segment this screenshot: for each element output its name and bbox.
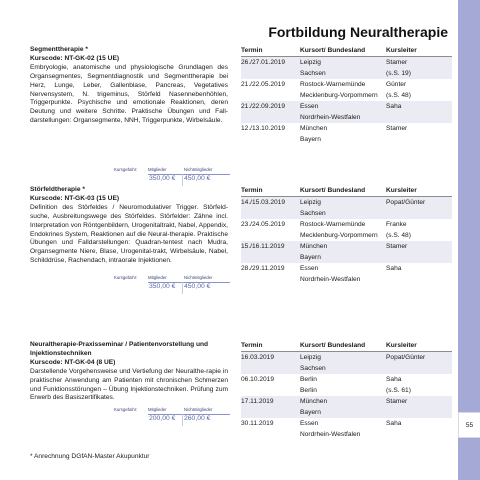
cell-bundesland: Mecklenburg-Vorpommern [300, 232, 378, 239]
table-row [241, 101, 452, 123]
price-label-member: Mitglieder [148, 167, 167, 172]
page-number: 55 [458, 412, 480, 438]
price-nonmember: 450,00 € [184, 175, 211, 182]
cell-termin: 28./29.11.2019 [241, 265, 285, 272]
header-termin: Termin [241, 187, 263, 194]
course-description: Darstellende Vorgehensweise und Vertiefung der Neuralthe-rapie in praktischer Anwendung am Patienten mit chronischen Schmerzen und Funktionsstörungen – Übung Injektionstechniken. Prüfung zum Erwerb des Basiszertifikates. [30, 367, 228, 402]
cell-leiter: Stamer [386, 59, 408, 66]
cell-ort: Essen [300, 265, 319, 272]
course-description: Embryologie, anatomische und physiologische Grundlagen des Organsegmentes, Segmentdiagnostik und Segmenttherapie bei Herz, Lunge, Leber, Gallenblase, Pancreas, Vegetatives Nervensystem, N. trigeminus, Störfeld Nasennebenhöhlen, Triggerpunkte. Psychische und emotionale Reaktionen, deren Deutung und weitere Schritte. Praktische Übungen und Fall-darstellungen: Organsegmente, NNH, Triggerpunkte, Wirbelsäule. [30, 63, 228, 125]
price-label-nonmember: Nichtmitglieder [184, 407, 213, 412]
cell-termin: 21./22.09.2019 [241, 103, 285, 110]
cell-leiter: Franke [386, 221, 407, 228]
table-body [241, 352, 452, 440]
course-info [30, 46, 228, 126]
cell-leiter: Saha [386, 265, 402, 272]
cell-ort: Essen [300, 103, 319, 110]
cell-termin: 06.10.2019 [241, 376, 275, 383]
table-row [241, 374, 452, 396]
cell-bundesland: Bayern [300, 136, 321, 143]
price-label-fee: Kursgebühr: [114, 407, 138, 412]
price-nonmember: 450,00 € [184, 283, 211, 290]
cell-leiter: Stamer [386, 243, 408, 250]
price-label-fee: Kursgebühr: [114, 167, 138, 172]
cell-bundesland: Nordrhein-Westfalen [300, 276, 361, 283]
price-box [114, 275, 232, 297]
cell-ort: Rostock-Warnemünde [300, 221, 366, 228]
cell-leiter: Saha [386, 103, 402, 110]
price-label-nonmember: Nichtmitglieder [184, 167, 213, 172]
table-row [241, 352, 452, 374]
header-kursleiter: Kursleiter [386, 342, 417, 349]
cell-ort: Leipzig [300, 59, 321, 66]
header-kursleiter: Kursleiter [386, 47, 417, 54]
cell-bundesland: Sachsen [300, 70, 326, 77]
cell-bundesland: Nordrhein-Westfalen [300, 431, 361, 438]
footnote: * Anrechnung DGfAN-Master Akupunktur [30, 453, 150, 460]
cell-ort: Leipzig [300, 354, 321, 361]
header-kursleiter: Kursleiter [386, 187, 417, 194]
cell-leiter-ref: (s.S. 48) [386, 232, 411, 239]
cell-leiter-ref: (s.S. 19) [386, 70, 411, 77]
cell-leiter-ref: (s.S. 48) [386, 92, 411, 99]
price-box [114, 407, 232, 429]
table-row [241, 79, 452, 101]
cell-ort: Rostock-Warnemünde [300, 81, 366, 88]
header-kursort: Kursort/ Bundesland [300, 342, 366, 349]
header-kursort: Kursort/ Bundesland [300, 47, 366, 54]
side-tab-bar [458, 0, 480, 480]
cell-leiter: Popat/Günter [386, 354, 426, 361]
cell-leiter: Saha [386, 376, 402, 383]
cell-leiter: Günter [386, 81, 407, 88]
price-column-divider [182, 414, 183, 426]
cell-termin: 15./16.11.2019 [241, 243, 285, 250]
cell-ort: Leipzig [300, 199, 321, 206]
course-code: Kurscode: NT-GK-03 (15 UE) [30, 194, 120, 202]
cell-termin: 21./22.05.2019 [241, 81, 285, 88]
table-row [241, 263, 452, 285]
price-column-divider [182, 282, 183, 294]
table-row [241, 418, 452, 440]
course-info [30, 186, 228, 266]
cell-bundesland: Sachsen [300, 365, 326, 372]
table-body [241, 197, 452, 285]
header-termin: Termin [241, 342, 263, 349]
course-name: Segmenttherapie * [30, 46, 88, 53]
cell-ort: München [300, 125, 328, 132]
price-label-member: Mitglieder [148, 407, 167, 412]
table-header [241, 186, 452, 197]
cell-termin: 16.03.2019 [241, 354, 275, 361]
price-member: 350,00 € [149, 283, 176, 290]
dates-table [241, 341, 452, 440]
cell-bundesland: Bayern [300, 409, 321, 416]
table-body [241, 57, 452, 145]
table-header [241, 46, 452, 57]
dates-table [241, 186, 452, 285]
course-code: Kurscode: NT-GK-02 (15 UE) [30, 54, 120, 62]
cell-ort: München [300, 243, 328, 250]
cell-bundesland: Nordrhein-Westfalen [300, 114, 361, 121]
cell-termin: 17.11.2019 [241, 398, 274, 405]
page-title: Fortbildung Neuraltherapie [268, 24, 448, 40]
cell-leiter: Popat/Günter [386, 199, 426, 206]
price-column-divider [182, 174, 183, 186]
price-member: 200,00 € [149, 415, 176, 422]
cell-bundesland: Bayern [300, 254, 321, 261]
cell-termin: 14./15.03.2019 [241, 199, 285, 206]
price-label-fee: Kursgebühr: [114, 275, 138, 280]
cell-ort: München [300, 398, 328, 405]
table-header [241, 341, 452, 352]
cell-termin: 23./24.05.2019 [241, 221, 285, 228]
price-member: 350,00 € [149, 175, 176, 182]
course-info [30, 341, 228, 403]
cell-bundesland: Sachsen [300, 210, 326, 217]
cell-leiter: Saha [386, 420, 402, 427]
course-name: Störfeldtherapie * [30, 186, 85, 193]
table-row [241, 197, 452, 219]
cell-termin: 26./27.01.2019 [241, 59, 285, 66]
table-row [241, 57, 452, 79]
cell-bundesland: Berlin [300, 387, 317, 394]
header-termin: Termin [241, 47, 263, 54]
table-row [241, 396, 452, 418]
cell-leiter-ref: (s.S. 61) [386, 387, 411, 394]
price-label-member: Mitglieder [148, 275, 167, 280]
cell-termin: 12./13.10.2019 [241, 125, 285, 132]
price-nonmember: 260,00 € [184, 415, 211, 422]
cell-ort: Essen [300, 420, 319, 427]
price-label-nonmember: Nichtmitglieder [184, 275, 213, 280]
header-kursort: Kursort/ Bundesland [300, 187, 366, 194]
dates-table [241, 46, 452, 145]
cell-termin: 30.11.2019 [241, 420, 274, 427]
course-name: Neuraltherapie-Praxisseminar / Patientenvorstellung und Injektionstechniken [30, 341, 209, 357]
cell-bundesland: Mecklenburg-Vorpommern [300, 92, 378, 99]
course-description: Definition des Störfeldes / Neuromodulativer Trigger. Störfeld-suche, Ausbreitungswege des Störfeldes. Störfelder: Zähne incl. Interpretation von Röntgenbildern, Urogenitaltrakt, Nabel, Appendix, Endokrines System, Reaktionen auf die Neural-therapie. Praktische Übungen und Falldarstellungen: Quadran-tentest nach Mudra, Organsegmente Niere, Blase, Urogenital-trakt, Wirbelsäule, Nabel, Schilddrüse, Rachendach, intraorale Injektionen. [30, 203, 228, 265]
table-row [241, 219, 452, 241]
cell-ort: Berlin [300, 376, 317, 383]
table-row [241, 241, 452, 263]
course-code: Kurscode: NT-GK-04 (8 UE) [30, 358, 116, 366]
table-row [241, 123, 452, 145]
cell-leiter: Stamer [386, 125, 408, 132]
cell-leiter: Stamer [386, 398, 408, 405]
